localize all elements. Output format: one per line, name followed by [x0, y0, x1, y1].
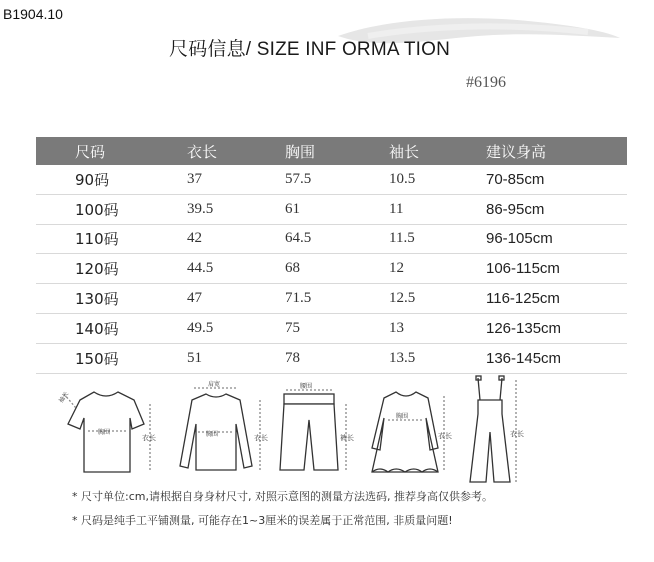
tshirt-length-label: 衣长 — [142, 434, 156, 442]
cell-sleeve: 12 — [389, 254, 486, 284]
cell-size: 110码 — [36, 224, 187, 254]
product-code: B1904.10 — [3, 6, 63, 22]
cell-chest: 78 — [285, 343, 389, 373]
shorts-waist-label: 腰围 — [300, 383, 313, 390]
cell-height: 126-135cm — [486, 313, 627, 343]
note-unit: * 尺寸单位:cm,请根据自身身材尺寸, 对照示意图的测量方法选码, 推荐身高仅供参考。 — [72, 490, 493, 503]
dress-chest-label: 胸围 — [396, 413, 409, 420]
header-height: 建议身高 — [486, 137, 627, 165]
cell-height: 116-125cm — [486, 284, 627, 314]
header-sleeve: 袖长 — [389, 137, 486, 165]
table-row — [36, 194, 627, 224]
cell-chest: 75 — [285, 313, 389, 343]
tshirt-sleeve-label: 袖长 — [57, 390, 71, 405]
tshirt-diagram — [57, 390, 156, 472]
sweater-diagram — [180, 380, 268, 470]
page-title: 尺码信息/ SIZE INF ORMA TION — [169, 39, 451, 60]
header-size: 尺码 — [36, 137, 187, 165]
table-header-row — [36, 137, 627, 165]
cell-chest: 64.5 — [285, 224, 389, 254]
overalls-length-label: 衣长 — [510, 430, 524, 438]
size-table — [36, 137, 627, 374]
dress-length-label: 衣长 — [438, 432, 452, 440]
cell-height: 136-145cm — [486, 343, 627, 373]
table-row — [36, 224, 627, 254]
tshirt-chest-label: 胸围 — [98, 429, 111, 436]
cell-size: 130码 — [36, 284, 187, 314]
sweater-chest-label: 胸围 — [206, 431, 219, 438]
table-row — [36, 254, 627, 284]
cell-height: 106-115cm — [486, 254, 627, 284]
cell-length: 47 — [187, 284, 285, 314]
cell-chest: 61 — [285, 194, 389, 224]
header-chest: 胸围 — [285, 137, 389, 165]
cell-sleeve: 12.5 — [389, 284, 486, 314]
note-measurement: * 尺码是纯手工平铺测量, 可能存在1~3厘米的误差属于正常范围, 非质量问题! — [72, 514, 453, 527]
header-length: 衣长 — [187, 137, 285, 165]
cell-sleeve: 11 — [389, 194, 486, 224]
cell-size: 140码 — [36, 313, 187, 343]
cell-length: 51 — [187, 343, 285, 373]
cell-chest: 71.5 — [285, 284, 389, 314]
cell-length: 39.5 — [187, 194, 285, 224]
measurement-diagrams — [50, 374, 590, 484]
cell-sleeve: 13 — [389, 313, 486, 343]
cell-height: 86-95cm — [486, 194, 627, 224]
cell-size: 120码 — [36, 254, 187, 284]
sweater-length-label: 衣长 — [254, 434, 268, 442]
cell-length: 44.5 — [187, 254, 285, 284]
cell-chest: 68 — [285, 254, 389, 284]
shorts-length-label: 裤长 — [340, 434, 354, 442]
cell-sleeve: 13.5 — [389, 343, 486, 373]
dress-diagram — [372, 392, 452, 472]
cell-length: 49.5 — [187, 313, 285, 343]
cell-length: 42 — [187, 224, 285, 254]
sku-number: #6196 — [466, 74, 506, 91]
notes-section — [72, 488, 493, 536]
cell-sleeve: 11.5 — [389, 224, 486, 254]
cell-sleeve: 10.5 — [389, 165, 486, 194]
table-row — [36, 343, 627, 373]
overalls-diagram — [470, 376, 524, 482]
cell-height: 96-105cm — [486, 224, 627, 254]
sweater-shoulder-label: 肩宽 — [208, 381, 221, 388]
table-row — [36, 284, 627, 314]
cell-height: 70-85cm — [486, 165, 627, 194]
shorts-diagram — [280, 382, 354, 470]
cell-length: 37 — [187, 165, 285, 194]
cell-size: 150码 — [36, 343, 187, 373]
table-row — [36, 165, 627, 194]
cell-chest: 57.5 — [285, 165, 389, 194]
table-row — [36, 313, 627, 343]
cell-size: 90码 — [36, 165, 187, 194]
cell-size: 100码 — [36, 194, 187, 224]
